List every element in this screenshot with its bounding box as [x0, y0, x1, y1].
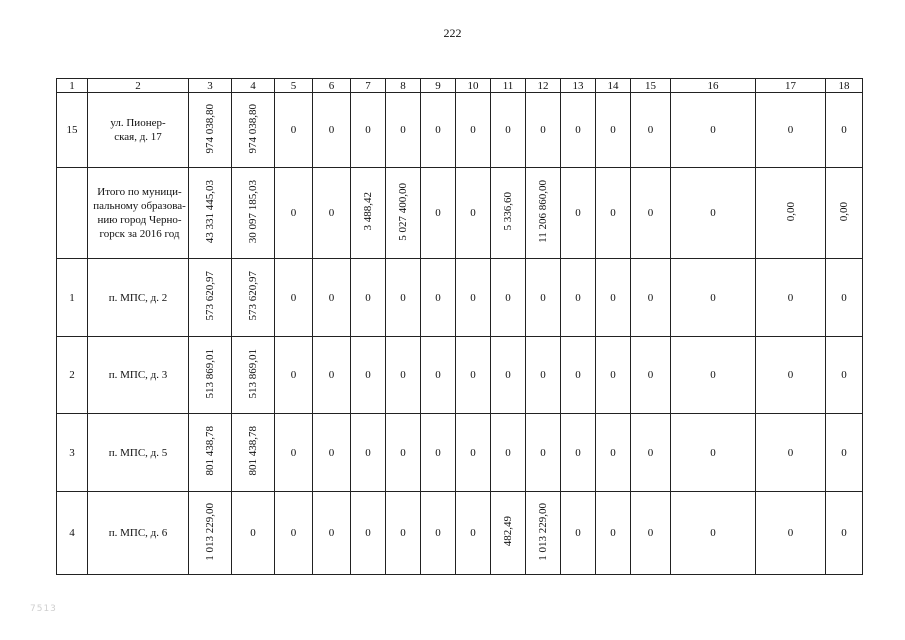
value-cell: 0 [421, 492, 456, 575]
value-cell: 0 [421, 93, 456, 168]
column-header: 2 [88, 79, 189, 93]
value-cell: 0 [351, 93, 386, 168]
scan-stamp: 7513 [30, 604, 57, 614]
value-cell [826, 168, 863, 259]
budget-table [56, 78, 863, 575]
table-row [57, 259, 863, 337]
column-header: 17 [756, 79, 826, 93]
value-cell [232, 414, 275, 492]
value-cell: 0 [313, 414, 351, 492]
value-cell: 0 [756, 259, 826, 337]
value-cell: 0 [275, 337, 313, 414]
column-header: 5 [275, 79, 313, 93]
address-line: пальному образова- [93, 200, 186, 212]
row-number [57, 168, 88, 259]
value-cell: 0 [491, 93, 526, 168]
value-cell: 0 [421, 337, 456, 414]
row-number: 3 [57, 414, 88, 492]
value-cell [189, 93, 232, 168]
value-cell: 0 [631, 337, 671, 414]
column-header: 14 [596, 79, 631, 93]
value-cell [386, 168, 421, 259]
column-header: 8 [386, 79, 421, 93]
value-cell: 0 [421, 259, 456, 337]
column-header: 6 [313, 79, 351, 93]
value-text: 1 013 229,00 [204, 502, 216, 561]
table-row [57, 337, 863, 414]
value-cell [232, 259, 275, 337]
address-cell [88, 492, 189, 575]
value-cell: 0 [671, 259, 756, 337]
header-row [57, 79, 863, 93]
table-row [57, 93, 863, 168]
value-cell: 0 [491, 414, 526, 492]
address-cell [88, 93, 189, 168]
table-row [57, 168, 863, 259]
value-cell [189, 168, 232, 259]
address-cell [88, 259, 189, 337]
value-text: 11 206 860,00 [537, 180, 549, 243]
value-cell: 0 [561, 337, 596, 414]
value-cell: 0 [631, 259, 671, 337]
value-text: 801 438,78 [247, 426, 259, 476]
value-text: 5 027 400,00 [397, 182, 409, 241]
value-cell: 0 [596, 337, 631, 414]
value-text: 573 620,97 [204, 271, 216, 321]
value-cell: 0 [456, 259, 491, 337]
value-cell: 0 [386, 414, 421, 492]
value-cell: 0 [596, 259, 631, 337]
value-text: 1 013 229,00 [537, 502, 549, 561]
value-text: 3 488,42 [362, 192, 374, 231]
value-cell: 0 [313, 259, 351, 337]
value-cell: 0 [275, 93, 313, 168]
value-text: 974 038,80 [247, 103, 259, 154]
value-cell: 0 [671, 337, 756, 414]
value-cell [189, 259, 232, 337]
value-text: 0,00 [784, 201, 797, 222]
value-cell [232, 93, 275, 168]
value-cell: 0 [826, 414, 863, 492]
column-header: 12 [526, 79, 561, 93]
value-cell: 0 [756, 337, 826, 414]
value-cell: 0 [351, 492, 386, 575]
value-cell: 0 [456, 93, 491, 168]
value-cell [491, 492, 526, 575]
value-cell: 0 [631, 168, 671, 259]
value-cell: 0 [313, 337, 351, 414]
address-line: п. МПС, д. 2 [108, 291, 168, 304]
address-line: п. МПС, д. 3 [108, 369, 168, 381]
column-header: 18 [826, 79, 863, 93]
column-header: 15 [631, 79, 671, 93]
value-text: 513 869,01 [247, 348, 259, 399]
value-cell: 0 [596, 492, 631, 575]
value-cell: 0 [386, 492, 421, 575]
table-row [57, 492, 863, 575]
value-cell [526, 168, 561, 259]
value-cell: 0 [561, 93, 596, 168]
value-text: 30 097 185,03 [247, 179, 259, 244]
value-cell: 0 [561, 414, 596, 492]
value-cell: 0 [671, 168, 756, 259]
value-cell [232, 337, 275, 414]
value-cell: 0 [275, 168, 313, 259]
value-cell: 0 [351, 259, 386, 337]
row-number: 4 [57, 492, 88, 575]
value-cell: 0 [386, 259, 421, 337]
value-cell [351, 168, 386, 259]
value-cell: 0 [491, 259, 526, 337]
value-cell: 0 [456, 414, 491, 492]
page-number: 222 [443, 26, 462, 40]
value-cell [189, 337, 232, 414]
value-cell: 0 [671, 414, 756, 492]
value-cell: 0 [421, 414, 456, 492]
value-cell: 0 [561, 168, 596, 259]
column-header: 3 [189, 79, 232, 93]
value-cell: 0 [313, 492, 351, 575]
value-cell [526, 492, 561, 575]
row-number: 2 [57, 337, 88, 414]
table-body [57, 79, 863, 575]
value-cell: 0 [596, 93, 631, 168]
table-row [57, 414, 863, 492]
column-header: 11 [491, 79, 526, 93]
value-cell [189, 492, 232, 575]
value-cell: 0 [671, 492, 756, 575]
address-cell [88, 337, 189, 414]
value-cell: 0 [232, 492, 275, 575]
column-header: 1 [57, 79, 88, 93]
column-header: 7 [351, 79, 386, 93]
column-header: 10 [456, 79, 491, 93]
value-cell: 0 [826, 492, 863, 575]
value-cell: 0 [596, 414, 631, 492]
column-header: 16 [671, 79, 756, 93]
address-line: ул. Пионер- [110, 117, 166, 129]
value-cell [232, 168, 275, 259]
value-cell: 0 [596, 168, 631, 259]
address-line: ская, д. 17 [114, 131, 162, 143]
value-cell: 0 [275, 259, 313, 337]
value-cell: 0 [631, 93, 671, 168]
value-cell: 0 [756, 414, 826, 492]
value-cell: 0 [456, 168, 491, 259]
value-cell: 0 [351, 337, 386, 414]
value-cell: 0 [313, 93, 351, 168]
value-cell: 0 [826, 259, 863, 337]
value-cell [756, 168, 826, 259]
column-header: 4 [232, 79, 275, 93]
value-text: 0,00 [838, 201, 850, 222]
address-line: нию город Черно- [97, 214, 182, 226]
value-cell: 0 [561, 492, 596, 575]
value-cell: 0 [275, 492, 313, 575]
value-cell: 0 [386, 337, 421, 414]
value-cell: 0 [756, 93, 826, 168]
value-cell: 0 [491, 337, 526, 414]
value-cell: 0 [526, 259, 561, 337]
row-number: 1 [57, 259, 88, 337]
value-cell: 0 [526, 337, 561, 414]
value-cell: 0 [631, 492, 671, 575]
value-cell: 0 [526, 414, 561, 492]
row-number: 15 [57, 93, 88, 168]
value-cell: 0 [671, 93, 756, 168]
value-text: 801 438,78 [204, 426, 216, 476]
value-cell: 0 [826, 337, 863, 414]
value-cell: 0 [456, 492, 491, 575]
column-header: 9 [421, 79, 456, 93]
value-text: 513 869,01 [204, 348, 216, 399]
value-cell: 0 [826, 93, 863, 168]
address-cell [88, 414, 189, 492]
value-text: 974 038,80 [204, 103, 216, 154]
value-text: 43 331 445,03 [204, 179, 216, 244]
value-cell: 0 [386, 93, 421, 168]
address-line: горск за 2016 год [99, 228, 180, 240]
value-cell [491, 168, 526, 259]
address-line: Итого по муници- [97, 186, 182, 198]
value-text: 5 336,60 [502, 192, 514, 231]
value-cell: 0 [526, 93, 561, 168]
value-cell: 0 [351, 414, 386, 492]
value-cell: 0 [631, 414, 671, 492]
address-line: п. МПС, д. 5 [108, 446, 168, 459]
value-cell: 0 [421, 168, 456, 259]
value-cell [189, 414, 232, 492]
value-cell: 0 [313, 168, 351, 259]
column-header: 13 [561, 79, 596, 93]
value-text: 482,49 [502, 516, 514, 547]
address-line: п. МПС, д. 6 [108, 527, 168, 539]
value-cell: 0 [275, 414, 313, 492]
value-cell: 0 [756, 492, 826, 575]
address-cell [88, 168, 189, 259]
value-text: 573 620,97 [247, 271, 259, 321]
value-cell: 0 [561, 259, 596, 337]
value-cell: 0 [456, 337, 491, 414]
